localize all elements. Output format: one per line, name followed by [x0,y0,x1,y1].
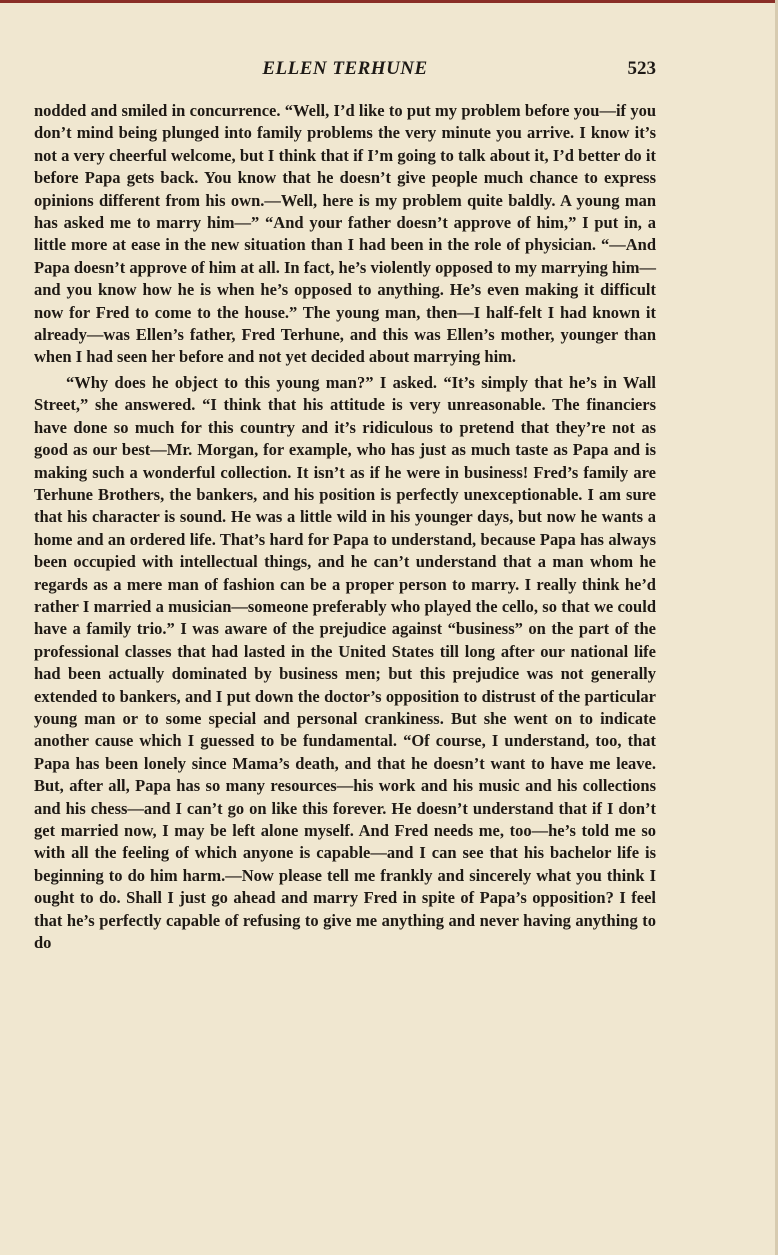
running-header [34,58,656,84]
running-title: ELLEN TERHUNE [262,58,428,79]
paragraph-1: nodded and smiled in concurrence. “Well, I’d like to put my problem before you—if you don’t mind being plunged into family problems the very minute you arrive. I know it’s not a very cheerful welcome, but I think that if I’m going to talk about it, I’d better do it before Papa gets back. You know that he doesn’t give people much chance to express opinions different from his own.—Well, here is my problem quite baldly. A young man has asked me to marry him—” “And your father doesn’t approve of him,” I put in, a little more at ease in the new situation than I had been in the role of physician. “—And Papa doesn’t approve of him at all. In fact, he’s violently opposed to my marrying him—and you know how he is when he’s opposed to anything. He’s even making it difficult now for Fred to come to the house.” The young man, then—I half-felt I had known it already—was Ellen’s father, Fred Terhune, and this was Ellen’s mother, younger than when I had seen her before and not yet decided about marrying him. [34,101,656,367]
page-top-edge [0,0,778,3]
paragraph-2: “Why does he object to this young man?” I asked. “It’s simply that he’s in Wall Street,” she answered. “I think that his attitude is very unreasonable. The financiers have done so much for this country and it’s ridiculous to pretend that they’re not as good as our best—Mr. Morgan, for example, who has just as much taste as Papa and is making such a wonderful collection. It isn’t as if he were in business! Fred’s family are Terhune Brothers, the bankers, and his position is perfectly unexceptionable. I am sure that his character is sound. He was a little wild in his younger days, but now he wants a home and an ordered life. That’s hard for Papa to understand, because Papa has always been occupied with intellectual things, and he can’t understand that a man whom he regards as a mere man of fashion can be a proper person to marry. I really think he’d rather I married a musician—someone preferably who played the cello, so that we could have a family trio.” I was aware of the prejudice against “business” on the part of the professional classes that had lasted in the United States till long after our national life had been actually dominated by business men; but this prejudice was not generally extended to bankers, and I put down the doctor’s opposition to distrust of the particular young man or to some special and personal crankiness. But she went on to indicate another cause which I guessed to be fundamental. “Of course, I understand, too, that Papa has been lonely since Mama’s death, and that he doesn’t want to have me leave. But, after all, Papa has so many resources—his work and his music and his collections and his chess—and I can’t go on like this forever. He doesn’t understand that if I don’t get married now, I may be left alone myself. And Fred needs me, too—he’s told me so with all the feeling of which anyone is capable—and I can see that his bachelor life is beginning to do him harm.—Now please tell me frankly and sincerely what you think I ought to do. Shall I just go ahead and marry Fred in spite of Papa’s opposition? I feel that he’s perfectly capable of refusing to give me anything and never having anything to do [34,372,656,953]
body-text [34,100,656,954]
page-number: 523 [627,58,656,79]
